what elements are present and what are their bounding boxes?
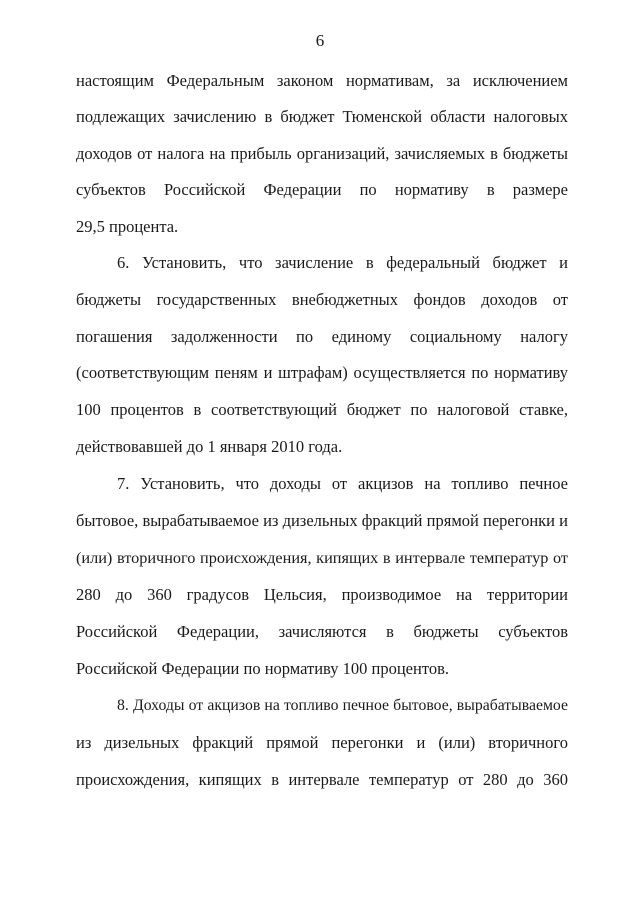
text-line: действовавшей до 1 января 2010 года. [76,437,343,456]
paragraph-first-line: 7. Установить, что доходы от акцизов на топливо печное [117,474,568,493]
paragraph-first-line: 6. Установить, что зачисление в федеральный бюджет и [117,253,568,272]
text-line: бюджеты государственных внебюджетных фондов доходов от [76,290,568,309]
text-line: настоящим Федеральным законом нормативам, за исключением [76,71,568,90]
text-line: погашения задолженности по единому социальному налогу [76,327,568,346]
text-line: (или) вторичного происхождения, кипящих в интервале температур от [76,549,568,567]
text-line: бытовое, вырабатываемое из дизельных фракций прямой перегонки и [76,511,568,530]
text-line: 280 до 360 градусов Цельсия, производимое на территории [76,585,568,604]
text-line: подлежащих зачислению в бюджет Тюменской области налоговых [76,107,568,126]
text-line: 29,5 процента. [76,217,179,236]
paragraph-first-line: 8. Доходы от акцизов на топливо печное бытовое, вырабатываемое [117,697,568,714]
text-line: 100 процентов в соответствующий бюджет по налоговой ставке, [76,400,568,419]
text-line: из дизельных фракций прямой перегонки и (или) вторичного [76,733,568,752]
text-line: (соответствующим пеням и штрафам) осуществляется по нормативу [76,363,568,382]
page-number: 6 [315,31,325,50]
text-line: доходов от налога на прибыль организаций, зачисляемых в бюджеты [76,144,568,163]
text-line: Российской Федерации по нормативу 100 процентов. [76,659,449,678]
text-line: происхождения, кипящих в интервале температур от 280 до 360 [76,770,568,789]
text-line: субъектов Российской Федерации по нормативу в размере [76,180,568,199]
text-line: Российской Федерации, зачисляются в бюджеты субъектов [76,622,568,641]
